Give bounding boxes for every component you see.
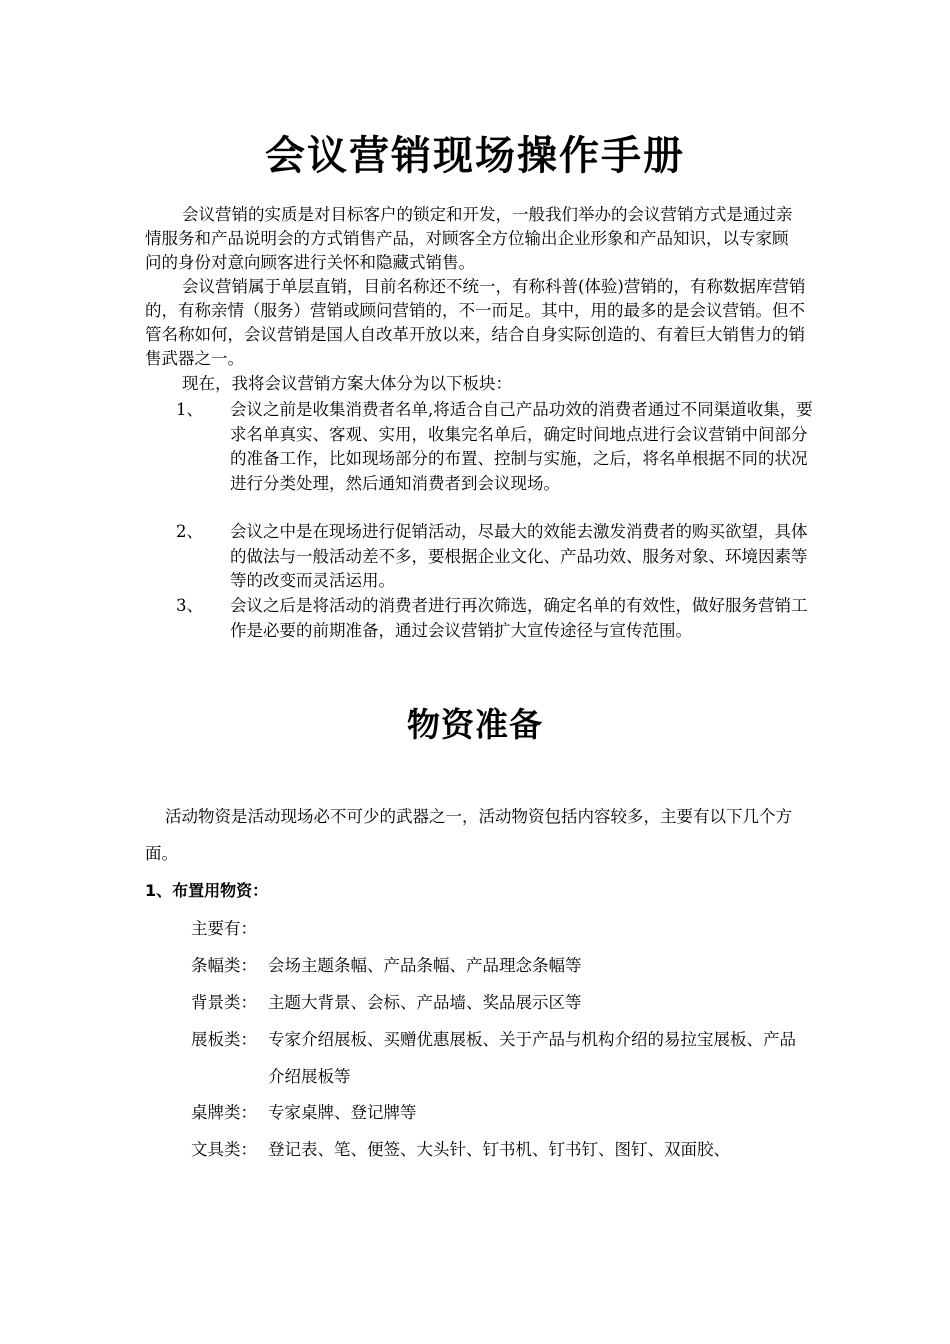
intro-paragraph-2: 会议营销属于单层直销，目前名称还不统一，有称科普(体验)营销的，有称数据库营销的，有称亲情（服务）营销或顾问营销的，不一而足。其中，用的最多的是会议营销。但不管名称如何，会议营销是国人自改革开放以来，结合自身实际创造的、有着巨大销售力的销售武器之一。 xyxy=(145,277,806,368)
list-item xyxy=(145,520,815,594)
list-item-text: 会议之前是收集消费者名单,将适合自己产品功效的消费者通过不同渠道收集，要求名单真实、客观、实用，收集完名单后，确定时间地点进行会议营销中间部分的准备工作，比如现场部分的布置、控制与实施，之后，将名单根据不同的状况进行分类处理，然后通知消费者到会议现场。 xyxy=(230,400,813,493)
list-item xyxy=(145,594,815,643)
category-text: 主题大背景、会标、产品墙、奖品展示区等 xyxy=(268,993,582,1012)
category-label: 桌牌类： xyxy=(191,1103,257,1122)
main-label: 主要有： xyxy=(191,919,257,938)
document-title: 会议营销现场操作手册 xyxy=(265,133,685,179)
intro-paragraph-1: 会议营销的实质是对目标客户的锁定和开发，一般我们举办的会议营销方式是通过亲情服务和产品说明会的方式销售产品，对顾客全方位输出企业形象和产品知识，以专家顾问的身份对意向顾客进行关怀和隐藏式销售。 xyxy=(145,205,793,272)
category-row-display-board xyxy=(191,1021,811,1095)
section-title: 物资准备 xyxy=(407,705,543,744)
category-text: 登记表、笔、便签、大头针、钉书机、钉书钉、图钉、双面胶、 xyxy=(268,1140,730,1159)
list-item xyxy=(145,398,815,520)
list-item-number: 3、 xyxy=(176,596,203,615)
category-label: 背景类： xyxy=(191,993,257,1012)
intro-paragraph-3: 现在，我将会议营销方案大体分为以下板块： xyxy=(182,374,512,393)
category-row-stationery xyxy=(191,1131,811,1168)
list-item-number: 2、 xyxy=(176,522,203,541)
category-row-background xyxy=(191,984,811,1021)
list-item-text: 会议之中是在现场进行促销活动，尽最大的效能去激发消费者的购买欲望，具体的做法与一般活动差不多，要根据企业文化、产品功效、服务对象、环境因素等等的改变而灵活运用。 xyxy=(230,522,808,590)
subheading: 1、布置用物资： xyxy=(145,881,269,900)
category-text: 专家介绍展板、买赠优惠展板、关于产品与机构介绍的易拉宝展板、产品介绍展板等 xyxy=(268,1030,796,1086)
list-item-text: 会议之后是将活动的消费者进行再次筛选，确定名单的有效性，做好服务营销工作是必要的前期准备，通过会议营销扩大宣传途径与宣传范围。 xyxy=(230,596,808,640)
phase-list xyxy=(145,398,815,643)
category-row-banner xyxy=(191,947,811,984)
list-item-number: 1、 xyxy=(176,400,203,419)
section-intro: 活动物资是活动现场必不可少的武器之一，活动物资包括内容较多，主要有以下几个方面。 xyxy=(145,807,792,863)
category-label: 展板类： xyxy=(191,1030,257,1049)
category-label: 条幅类： xyxy=(191,956,257,975)
category-text: 专家桌牌、登记牌等 xyxy=(268,1103,417,1122)
category-label: 文具类： xyxy=(191,1140,257,1159)
category-row-table-sign xyxy=(191,1094,811,1131)
category-text: 会场主题条幅、产品条幅、产品理念条幅等 xyxy=(268,956,582,975)
